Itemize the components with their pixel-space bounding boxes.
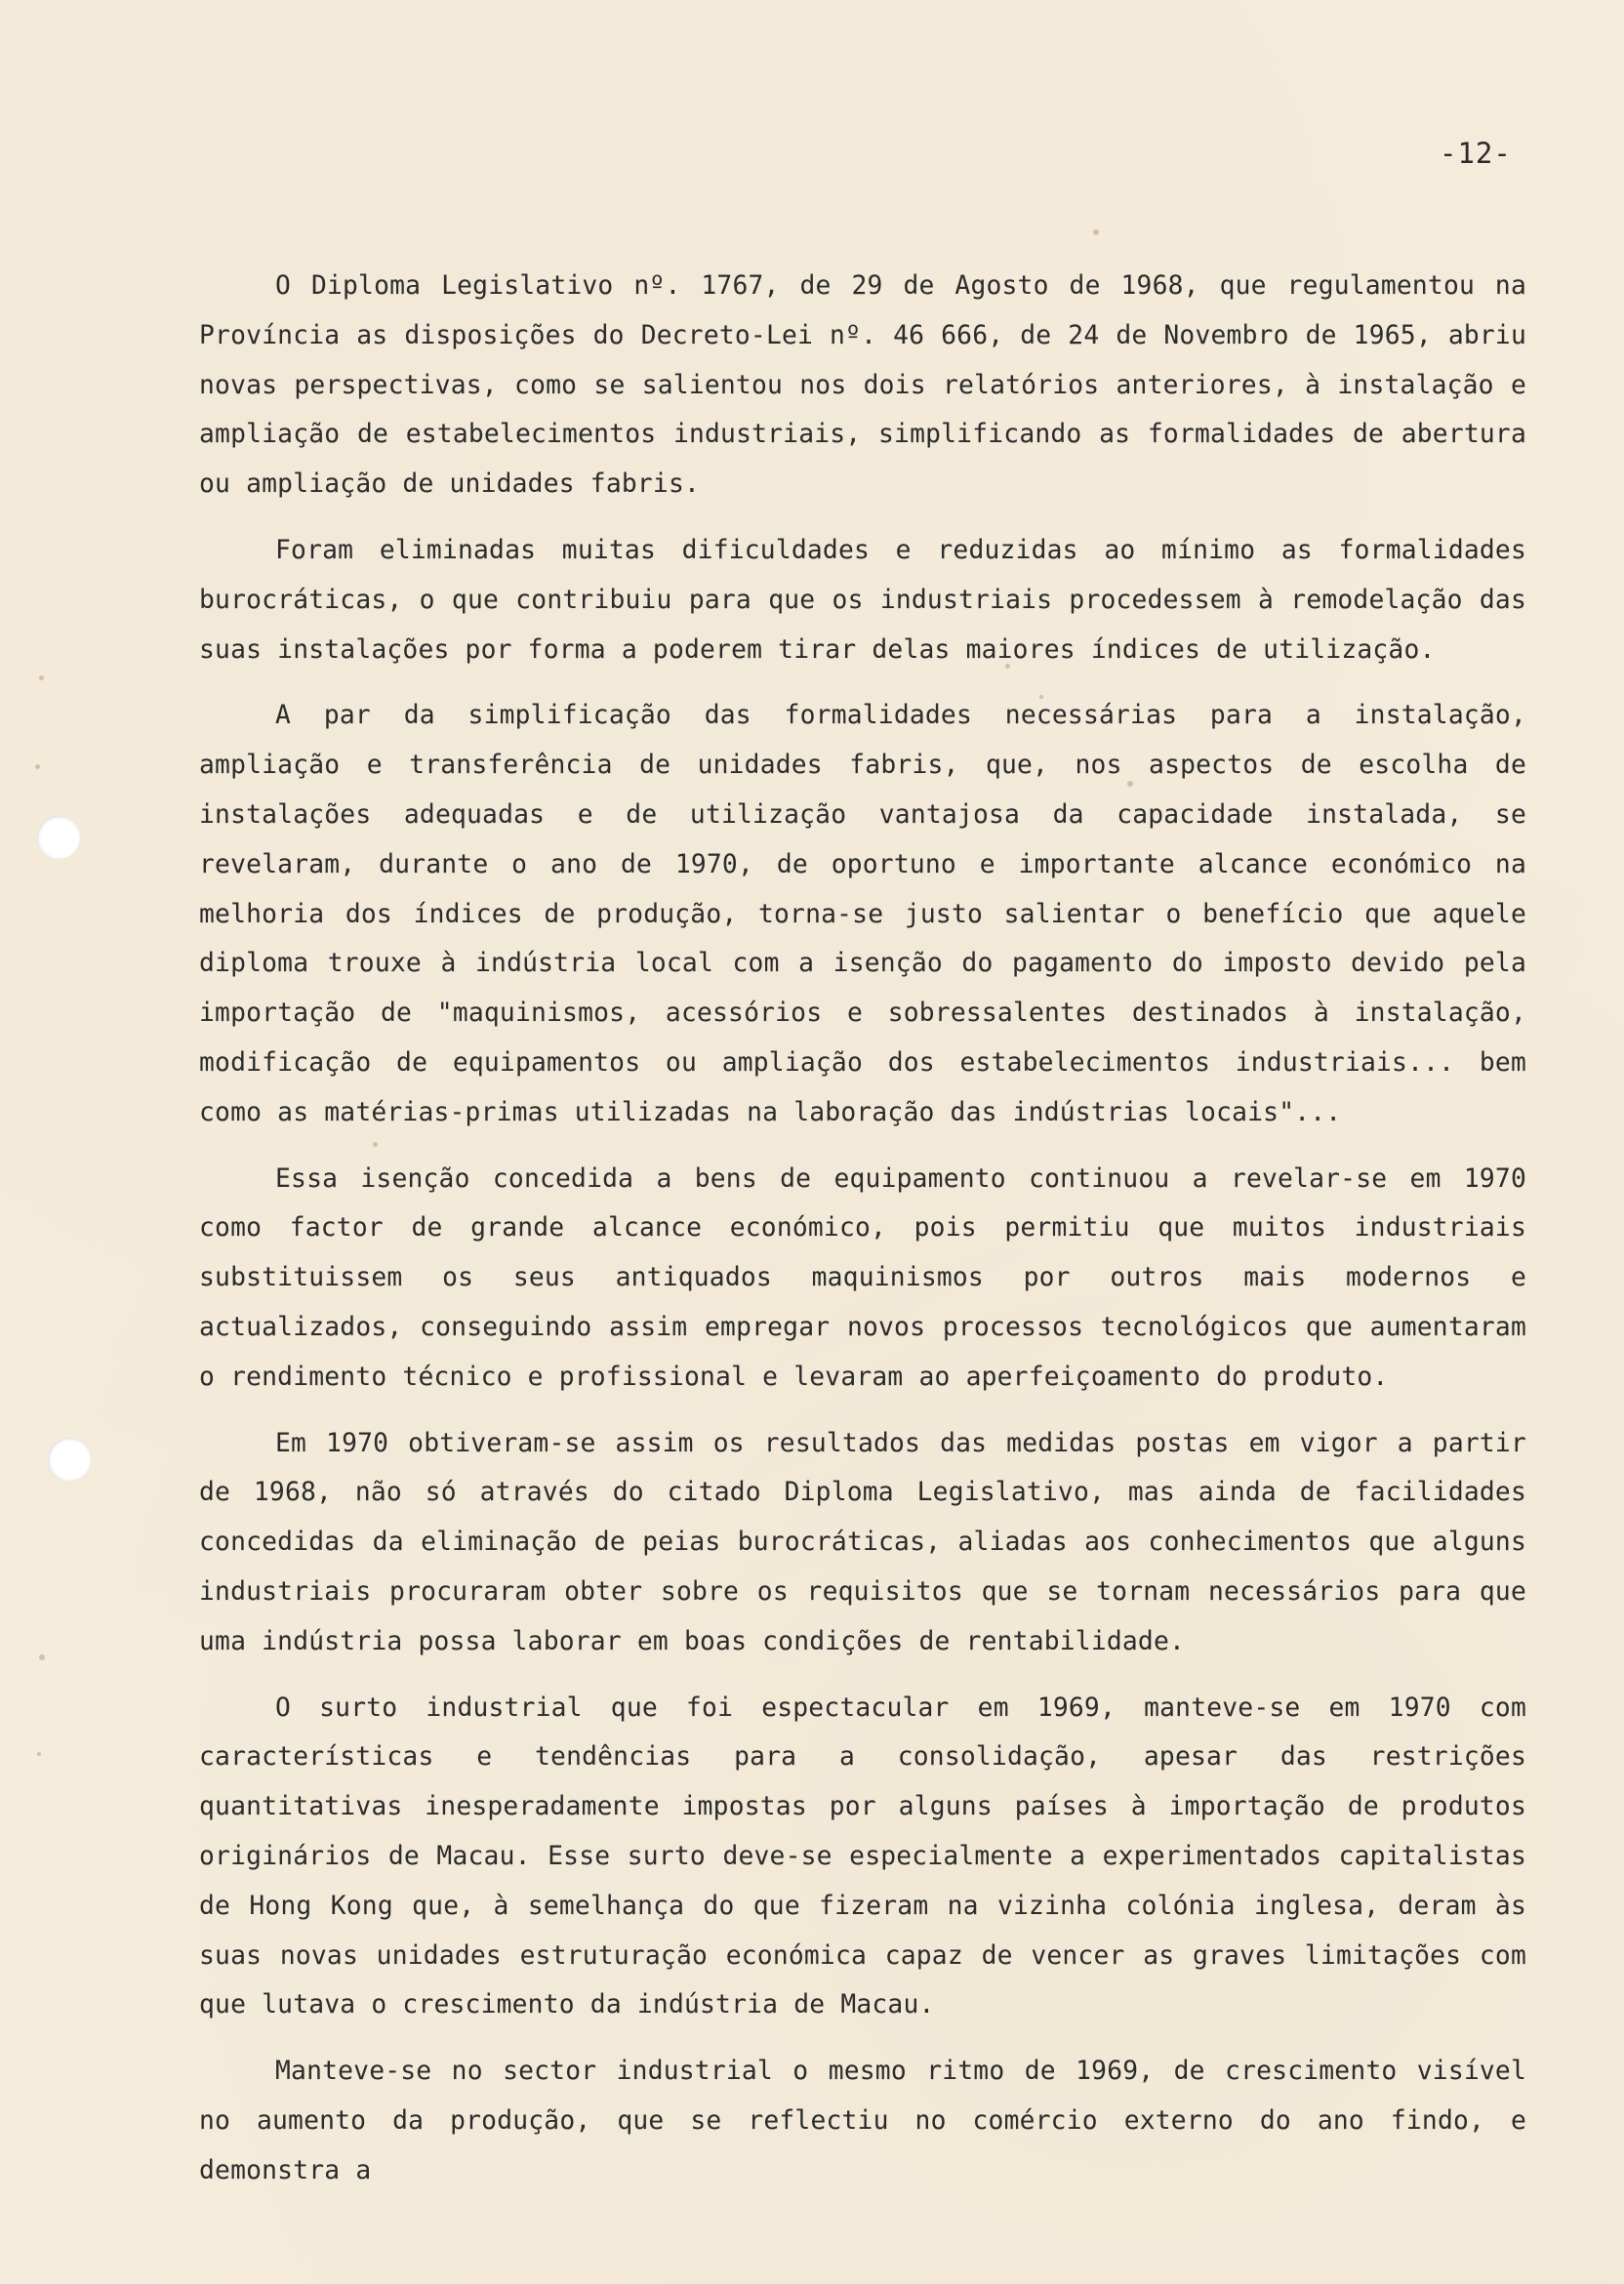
paper-stain: [1093, 229, 1099, 235]
paragraph-3: A par da simplificação das formalidades necessárias para a instalação, ampliação e transferência de unidades fabris, que, nos aspectos de escolha de instalações adequadas e de utilização vantajosa da capacidade instalada, se revelaram, durante o ano de 1970, de oportuno e importante alcance económico na melhoria dos índices de produção, torna-se justo salientar o benefício que aquele diploma trouxe à indústria local com a isenção do pagamento do imposto devido pela importação de "maquinismos, acessórios e sobressalentes destinados à instalação, modificação de equipamentos ou ampliação dos estabelecimentos industriais... bem como as matérias-primas utilizadas na laboração das indústrias locais"...: [199, 701, 1526, 1127]
paragraph-1: O Diploma Legislativo nº. 1767, de 29 de Agosto de 1968, que regulamentou na Província as disposições do Decreto-Lei nº. 46 666, de 24 de Novembro de 1965, abriu novas perspectivas, como se salientou nos dois relatórios anteriores, à instalação e ampliação de estabelecimentos industriais, simplificando as formalidades de abertura ou ampliação de unidades fabris.: [199, 271, 1526, 500]
paragraph-2: Foram eliminadas muitas dificuldades e reduzidas ao mínimo as formalidades burocráticas, o que contribuiu para que os industriais procedessem à remodelação das suas instalações por forma a poderem tirar delas maiores índices de utilização.: [199, 535, 1526, 665]
paper-stain: [39, 1654, 45, 1660]
punch-hole: [48, 1438, 91, 1481]
paragraph-4: Essa isenção concedida a bens de equipamento continuou a revelar-se em 1970 como factor de grande alcance económico, pois permitiu que muitos industriais substituissem os seus antiquados maquinismos por outros mais modernos e actualizados, conseguindo assim empregar novos processos tecnológicos que aumentaram o rendimento técnico e profissional e levaram ao aperfeiçoamento do produto.: [199, 1163, 1526, 1392]
paper-stain: [37, 1752, 41, 1756]
paper-stain: [35, 764, 40, 769]
punch-hole: [37, 816, 80, 859]
paper-stain: [39, 675, 44, 680]
body-text: [199, 262, 1526, 2212]
paragraph-6: O surto industrial que foi espectacular em 1969, manteve-se em 1970 com características e tendências para a consolidação, apesar das restrições quantitativas inesperadamente impostas por alguns países à importação de produtos originários de Macau. Esse surto deve-se especialmente a experimentados capitalistas de Hong Kong que, à semelhança do que fizeram na vizinha colónia inglesa, deram às suas novas unidades estruturação económica capaz de vencer as graves limitações com que lutava o crescimento da indústria de Macau.: [199, 1693, 1526, 2020]
paragraph-7: Manteve-se no sector industrial o mesmo ritmo de 1969, de crescimento visível no aumento da produção, que se reflectiu no comércio externo do ano findo, e demonstra a: [199, 2057, 1526, 2185]
page-number: -12-: [1440, 137, 1512, 170]
paragraph-5: Em 1970 obtiveram-se assim os resultados das medidas postas em vigor a partir de 1968, não só através do citado Diploma Legislativo, mas ainda de facilidades concedidas da eliminação de peias burocráticas, aliadas aos conhecimentos que alguns industriais procuraram obter sobre os requisitos que se tornam necessários para que uma indústria possa laborar em boas condições de rentabilidade.: [199, 1428, 1526, 1656]
